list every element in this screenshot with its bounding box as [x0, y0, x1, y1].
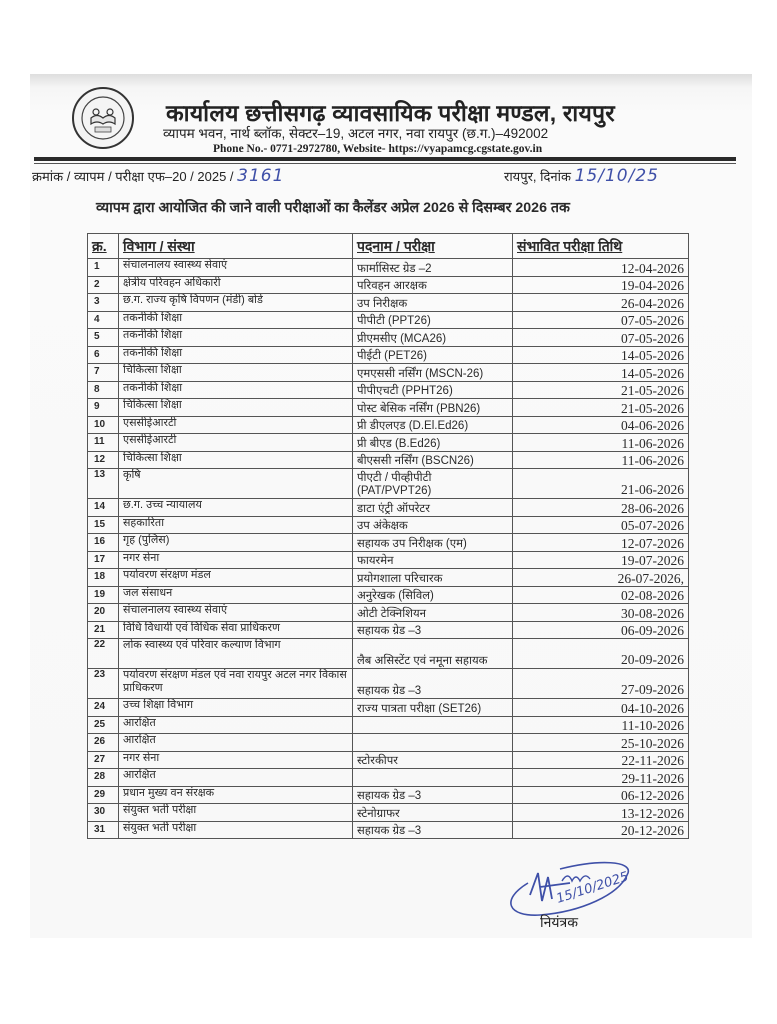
row-exam-date: 07-05-2026: [513, 329, 689, 347]
row-post-exam: स्टेनोग्राफर: [353, 804, 513, 822]
table-row: [88, 294, 689, 312]
row-exam-date: 04-06-2026: [513, 416, 689, 434]
row-exam-date: 07-05-2026: [513, 311, 689, 329]
row-serial-number: 1: [88, 259, 119, 277]
table-row: [88, 416, 689, 434]
row-exam-date: 12-04-2026: [513, 259, 689, 277]
row-department: प्रधान मुख्य वन संरक्षक: [119, 786, 353, 804]
table-row: [88, 769, 689, 787]
row-department: विधि विधायी एवं विधिक सेवा प्राधिकरण: [119, 621, 353, 639]
signature-date: 15/10/2025: [554, 869, 631, 907]
row-department: पर्यावरण संरक्षण मंडल: [119, 569, 353, 587]
row-department: छ.ग. उच्च न्यायालय: [119, 499, 353, 517]
table-row: [88, 516, 689, 534]
row-post-exam: प्रयोगशाला परिचारक: [353, 569, 513, 587]
row-department: आरक्षित: [119, 734, 353, 752]
row-post-exam: प्री बीएड (B.Ed26): [353, 434, 513, 452]
table-row: [88, 716, 689, 734]
row-department: एससीईआरटी: [119, 416, 353, 434]
row-post-exam: सहायक ग्रेड –3: [353, 821, 513, 839]
row-post-exam: सहायक ग्रेड –3: [353, 669, 513, 699]
row-post-exam: एमएससी नर्सिंग (MSCN-26): [353, 364, 513, 382]
row-serial-number: 12: [88, 451, 119, 469]
place-date-prefix: रायपुर, दिनांक: [504, 169, 571, 184]
office-name: कार्यालय छत्तीसगढ़ व्यावसायिक परीक्षा मण्डल, रायपुर: [166, 100, 615, 126]
table-row: [88, 669, 689, 699]
column-header-post: पदनाम / परीक्षा: [353, 234, 513, 259]
row-department: तकनीकी शिक्षा: [119, 311, 353, 329]
table-row: [88, 604, 689, 622]
row-department: संयुक्त भर्ती परीक्षा: [119, 821, 353, 839]
row-department: उच्च शिक्षा विभाग: [119, 699, 353, 717]
row-post-exam: सहायक ग्रेड –3: [353, 786, 513, 804]
row-department: एससीईआरटी: [119, 434, 353, 452]
row-post-exam: पोस्ट बेसिक नर्सिंग (PBN26): [353, 399, 513, 417]
table-row: [88, 311, 689, 329]
row-department: जल संसाधन: [119, 586, 353, 604]
row-serial-number: 16: [88, 534, 119, 552]
office-contact: Phone No.- 0771-2972780, Website- https://vyapamcg.cgstate.gov.in: [213, 143, 543, 155]
row-exam-date: 20-12-2026: [513, 821, 689, 839]
row-serial-number: 29: [88, 786, 119, 804]
row-department: गृह (पुलिस): [119, 534, 353, 552]
row-serial-number: 25: [88, 716, 119, 734]
reference-prefix: क्रमांक / व्यापम / परीक्षा एफ–20 / 2025 /: [32, 169, 234, 184]
row-post-exam: प्री डीएलएड (D.El.Ed26): [353, 416, 513, 434]
row-post-exam: पीएटी / पीव्हीपीटी (PAT/PVPT26): [353, 469, 513, 499]
row-department: नगर सेना: [119, 751, 353, 769]
row-serial-number: 11: [88, 434, 119, 452]
row-post-exam: लैब असिस्टेंट एवं नमूना सहायक: [353, 639, 513, 669]
row-serial-number: 27: [88, 751, 119, 769]
row-exam-date: 26-07-2026,: [513, 569, 689, 587]
row-serial-number: 14: [88, 499, 119, 517]
row-exam-date: 06-09-2026: [513, 621, 689, 639]
row-department: लोक स्वास्थ्य एवं परिवार कल्याण विभाग: [119, 639, 353, 669]
row-serial-number: 21: [88, 621, 119, 639]
column-header-sn: क्र.: [88, 234, 119, 259]
row-serial-number: 7: [88, 364, 119, 382]
row-department: चिकित्सा शिक्षा: [119, 399, 353, 417]
row-exam-date: 04-10-2026: [513, 699, 689, 717]
row-department: छ.ग. राज्य कृषि विपणन (मंडी) बोर्ड: [119, 294, 353, 312]
row-post-exam: उप निरीक्षक: [353, 294, 513, 312]
row-exam-date: 27-09-2026: [513, 669, 689, 699]
row-serial-number: 20: [88, 604, 119, 622]
row-post-exam: पीपीटी (PPT26): [353, 311, 513, 329]
row-serial-number: 23: [88, 669, 119, 699]
row-department: संचालनालय स्वास्थ्य सेवाएं: [119, 259, 353, 277]
row-department: संचालनालय स्वास्थ्य सेवाएं: [119, 604, 353, 622]
table-row: [88, 399, 689, 417]
row-post-exam: [353, 734, 513, 752]
row-exam-date: 05-07-2026: [513, 516, 689, 534]
row-exam-date: 21-05-2026: [513, 399, 689, 417]
row-serial-number: 28: [88, 769, 119, 787]
row-exam-date: 06-12-2026: [513, 786, 689, 804]
row-exam-date: 11-06-2026: [513, 434, 689, 452]
vyapam-seal-logo-icon: [71, 86, 135, 150]
row-serial-number: 2: [88, 276, 119, 294]
table-row: [88, 534, 689, 552]
office-address: व्यापम भवन, नार्थ ब्लॉक, सेक्टर–19, अटल नगर, नवा रायपुर (छ.ग.)–492002: [163, 126, 549, 141]
row-department: चिकित्सा शिक्षा: [119, 451, 353, 469]
table-row: [88, 699, 689, 717]
row-department: संयुक्त भर्ती परीक्षा: [119, 804, 353, 822]
table-row: [88, 346, 689, 364]
row-post-exam: ओटी टेक्निशियन: [353, 604, 513, 622]
table-row: [88, 621, 689, 639]
row-post-exam: फार्मासिस्ट ग्रेड –2: [353, 259, 513, 277]
row-department: तकनीकी शिक्षा: [119, 346, 353, 364]
row-serial-number: 6: [88, 346, 119, 364]
header-rule-thin: [34, 163, 736, 164]
row-department: चिकित्सा शिक्षा: [119, 364, 353, 382]
table-row: [88, 639, 689, 669]
row-exam-date: 19-07-2026: [513, 551, 689, 569]
row-exam-date: 25-10-2026: [513, 734, 689, 752]
signatory-designation: नियंत्रक: [540, 916, 578, 931]
reference-number: [32, 166, 284, 186]
table-row: [88, 821, 689, 839]
place-and-date: [504, 166, 659, 186]
table-header-row: [88, 234, 689, 259]
document-subject: व्यापम द्वारा आयोजित की जाने वाली परीक्षाओं का कैलेंडर अप्रेल 2026 से दिसम्बर 2026 तक: [96, 200, 570, 216]
row-post-exam: फायरमेन: [353, 551, 513, 569]
row-serial-number: 24: [88, 699, 119, 717]
table-row: [88, 434, 689, 452]
row-exam-date: 29-11-2026: [513, 769, 689, 787]
row-post-exam: सहायक ग्रेड –3: [353, 621, 513, 639]
row-serial-number: 3: [88, 294, 119, 312]
row-exam-date: 20-09-2026: [513, 639, 689, 669]
row-exam-date: 11-06-2026: [513, 451, 689, 469]
row-exam-date: 26-04-2026: [513, 294, 689, 312]
row-serial-number: 26: [88, 734, 119, 752]
controller-signature-icon: [500, 855, 660, 925]
exam-calendar-table: [87, 233, 689, 839]
table-row: [88, 381, 689, 399]
row-department: सहकारिता: [119, 516, 353, 534]
table-row: [88, 804, 689, 822]
table-row: [88, 259, 689, 277]
row-serial-number: 4: [88, 311, 119, 329]
row-serial-number: 18: [88, 569, 119, 587]
table-row: [88, 451, 689, 469]
row-department: तकनीकी शिक्षा: [119, 329, 353, 347]
row-post-exam: स्टोरकीपर: [353, 751, 513, 769]
row-exam-date: 28-06-2026: [513, 499, 689, 517]
row-post-exam: सहायक उप निरीक्षक (एम): [353, 534, 513, 552]
table-row: [88, 499, 689, 517]
row-post-exam: परिवहन आरक्षक: [353, 276, 513, 294]
row-department: तकनीकी शिक्षा: [119, 381, 353, 399]
table-row: [88, 551, 689, 569]
table-row: [88, 469, 689, 499]
table-row: [88, 276, 689, 294]
row-post-exam: डाटा एंट्री ऑपरेटर: [353, 499, 513, 517]
row-serial-number: 10: [88, 416, 119, 434]
row-serial-number: 19: [88, 586, 119, 604]
row-department: आरक्षित: [119, 769, 353, 787]
row-department: पर्यावरण संरक्षण मंडल एवं नवा रायपुर अटल नगर विकास प्राधिकरण: [119, 669, 353, 699]
table-row: [88, 569, 689, 587]
row-exam-date: 12-07-2026: [513, 534, 689, 552]
row-serial-number: 22: [88, 639, 119, 669]
row-post-exam: पीईटी (PET26): [353, 346, 513, 364]
row-exam-date: 19-04-2026: [513, 276, 689, 294]
row-post-exam: [353, 716, 513, 734]
row-exam-date: 21-06-2026: [513, 469, 689, 499]
table-row: [88, 786, 689, 804]
row-exam-date: 14-05-2026: [513, 346, 689, 364]
table-row: [88, 329, 689, 347]
column-header-department: विभाग / संस्था: [119, 234, 353, 259]
row-post-exam: अनुरेखक (सिविल): [353, 586, 513, 604]
row-serial-number: 13: [88, 469, 119, 499]
header-rule-thick: [34, 157, 736, 161]
table-row: [88, 734, 689, 752]
row-post-exam: बीएससी नर्सिंग (BSCN26): [353, 451, 513, 469]
row-department: कृषि: [119, 469, 353, 499]
row-department: आरक्षित: [119, 716, 353, 734]
row-post-exam: उप अंकेक्षक: [353, 516, 513, 534]
row-serial-number: 17: [88, 551, 119, 569]
row-department: क्षेत्रीय परिवहन अधिकारी: [119, 276, 353, 294]
row-serial-number: 31: [88, 821, 119, 839]
table-row: [88, 586, 689, 604]
row-post-exam: राज्य पात्रता परीक्षा (SET26): [353, 699, 513, 717]
row-serial-number: 9: [88, 399, 119, 417]
row-exam-date: 30-08-2026: [513, 604, 689, 622]
handwritten-date: 15/10/25: [574, 166, 659, 186]
table-row: [88, 751, 689, 769]
reference-handwritten-number: 3161: [237, 166, 285, 186]
row-department: नगर सेना: [119, 551, 353, 569]
row-serial-number: 8: [88, 381, 119, 399]
row-serial-number: 5: [88, 329, 119, 347]
row-exam-date: 21-05-2026: [513, 381, 689, 399]
row-serial-number: 30: [88, 804, 119, 822]
column-header-date: संभावित परीक्षा तिथि: [513, 234, 689, 259]
table-row: [88, 364, 689, 382]
row-exam-date: 22-11-2026: [513, 751, 689, 769]
row-exam-date: 02-08-2026: [513, 586, 689, 604]
row-exam-date: 11-10-2026: [513, 716, 689, 734]
row-post-exam: पीपीएचटी (PPHT26): [353, 381, 513, 399]
row-serial-number: 15: [88, 516, 119, 534]
row-exam-date: 13-12-2026: [513, 804, 689, 822]
row-exam-date: 14-05-2026: [513, 364, 689, 382]
row-post-exam: प्रीएमसीए (MCA26): [353, 329, 513, 347]
row-post-exam: [353, 769, 513, 787]
